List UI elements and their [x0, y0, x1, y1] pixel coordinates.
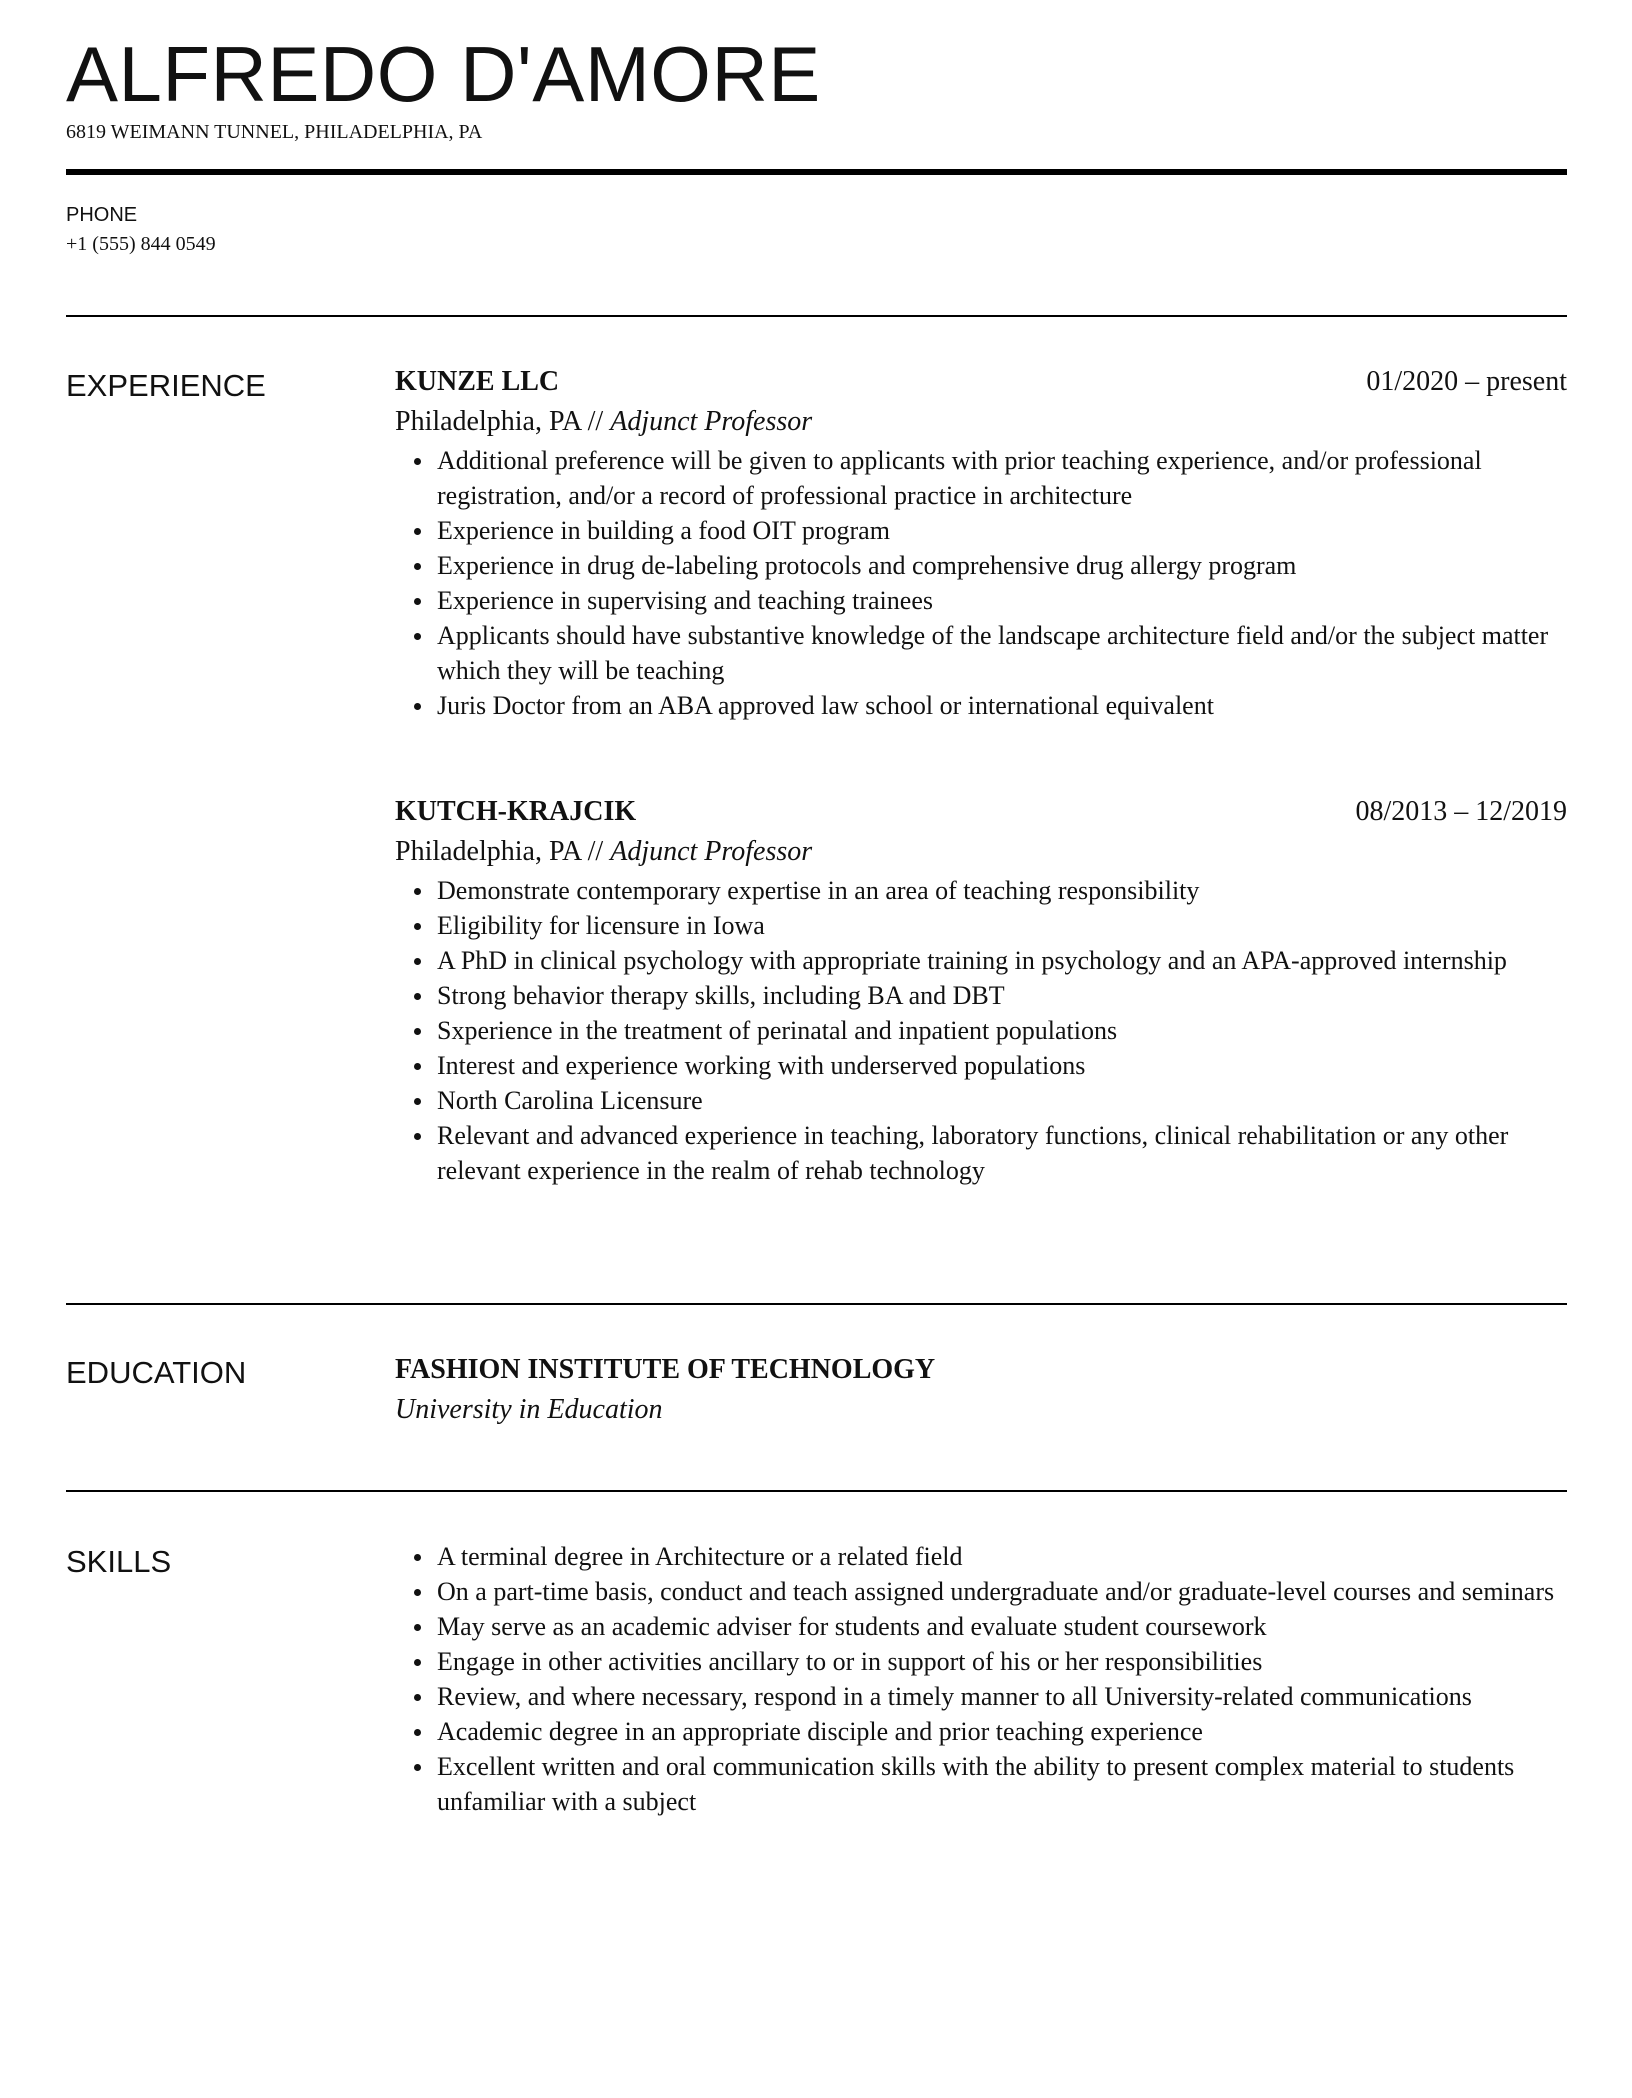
- experience-divider: [66, 1303, 1567, 1305]
- job-bullets: [395, 873, 1567, 1188]
- list-item: A terminal degree in Architecture or a related field: [437, 1539, 1567, 1574]
- list-item: Excellent written and oral communication skills with the ability to present complex material to students unfamiliar with a subject: [437, 1749, 1567, 1819]
- list-item: Additional preference will be given to applicants with prior teaching experience, and/or professional registration, and/or a record of professional practice in architecture: [437, 443, 1567, 513]
- list-item: Eligibility for licensure in Iowa: [437, 908, 1567, 943]
- list-item: Engage in other activities ancillary to or in support of his or her responsibilities: [437, 1644, 1567, 1679]
- list-item: Sxperience in the treatment of perinatal and inpatient populations: [437, 1013, 1567, 1048]
- header-divider: [66, 169, 1567, 175]
- education-school: FASHION INSTITUTE OF TECHNOLOGY: [395, 1354, 936, 1385]
- job-entry: [395, 362, 1567, 723]
- list-item: Experience in drug de-labeling protocols and comprehensive drug allergy program: [437, 548, 1567, 583]
- job-location: Philadelphia, PA: [395, 406, 581, 437]
- skills-entry: [395, 1539, 1567, 1819]
- contact-divider: [66, 315, 1567, 317]
- job-dates: 01/2020 – present: [1366, 366, 1567, 397]
- job-header: [395, 362, 1567, 402]
- education-entry: [395, 1350, 1567, 1430]
- education-heading: EDUCATION: [66, 1355, 247, 1390]
- list-item: Academic degree in an appropriate disciple and prior teaching experience: [437, 1714, 1567, 1749]
- list-item: Strong behavior therapy skills, including BA and DBT: [437, 978, 1567, 1013]
- job-company: KUNZE LLC: [395, 366, 560, 397]
- phone-value: +1 (555) 844 0549: [66, 233, 216, 255]
- list-item: Experience in building a food OIT program: [437, 513, 1567, 548]
- job-role: Adjunct Professor: [610, 406, 813, 437]
- job-entry: [395, 792, 1567, 1188]
- skills-list: [395, 1539, 1567, 1819]
- job-location-role: [395, 402, 1567, 442]
- education-degree: University in Education: [395, 1394, 663, 1425]
- list-item: Review, and where necessary, respond in a timely manner to all University-related communications: [437, 1679, 1567, 1714]
- skills-heading: SKILLS: [66, 1544, 172, 1579]
- job-dates: 08/2013 – 12/2019: [1355, 796, 1567, 827]
- job-location-role: [395, 832, 1567, 872]
- list-item: Experience in supervising and teaching trainees: [437, 583, 1567, 618]
- job-bullets: [395, 443, 1567, 723]
- resume-page: [66, 0, 1566, 2098]
- list-item: Interest and experience working with underserved populations: [437, 1048, 1567, 1083]
- list-item: Applicants should have substantive knowledge of the landscape architecture field and/or the subject matter which they will be teaching: [437, 618, 1567, 688]
- job-company: KUTCH-KRAJCIK: [395, 796, 637, 827]
- job-role: Adjunct Professor: [610, 836, 813, 867]
- phone-label: PHONE: [66, 204, 138, 226]
- list-item: Relevant and advanced experience in teaching, laboratory functions, clinical rehabilitation or any other relevant experience in the realm of rehab technology: [437, 1118, 1567, 1188]
- list-item: North Carolina Licensure: [437, 1083, 1567, 1118]
- candidate-name: ALFREDO D'AMORE: [66, 30, 821, 118]
- job-separator: //: [580, 836, 611, 867]
- candidate-address: 6819 WEIMANN TUNNEL, PHILADELPHIA, PA: [66, 121, 483, 143]
- experience-heading: EXPERIENCE: [66, 368, 266, 403]
- list-item: On a part-time basis, conduct and teach assigned undergraduate and/or graduate-level courses and seminars: [437, 1574, 1567, 1609]
- list-item: Demonstrate contemporary expertise in an area of teaching responsibility: [437, 873, 1567, 908]
- list-item: Juris Doctor from an ABA approved law school or international equivalent: [437, 688, 1567, 723]
- job-header: [395, 792, 1567, 832]
- list-item: A PhD in clinical psychology with appropriate training in psychology and an APA-approved internship: [437, 943, 1567, 978]
- education-divider: [66, 1490, 1567, 1492]
- list-item: May serve as an academic adviser for students and evaluate student coursework: [437, 1609, 1567, 1644]
- job-separator: //: [580, 406, 611, 437]
- job-location: Philadelphia, PA: [395, 836, 581, 867]
